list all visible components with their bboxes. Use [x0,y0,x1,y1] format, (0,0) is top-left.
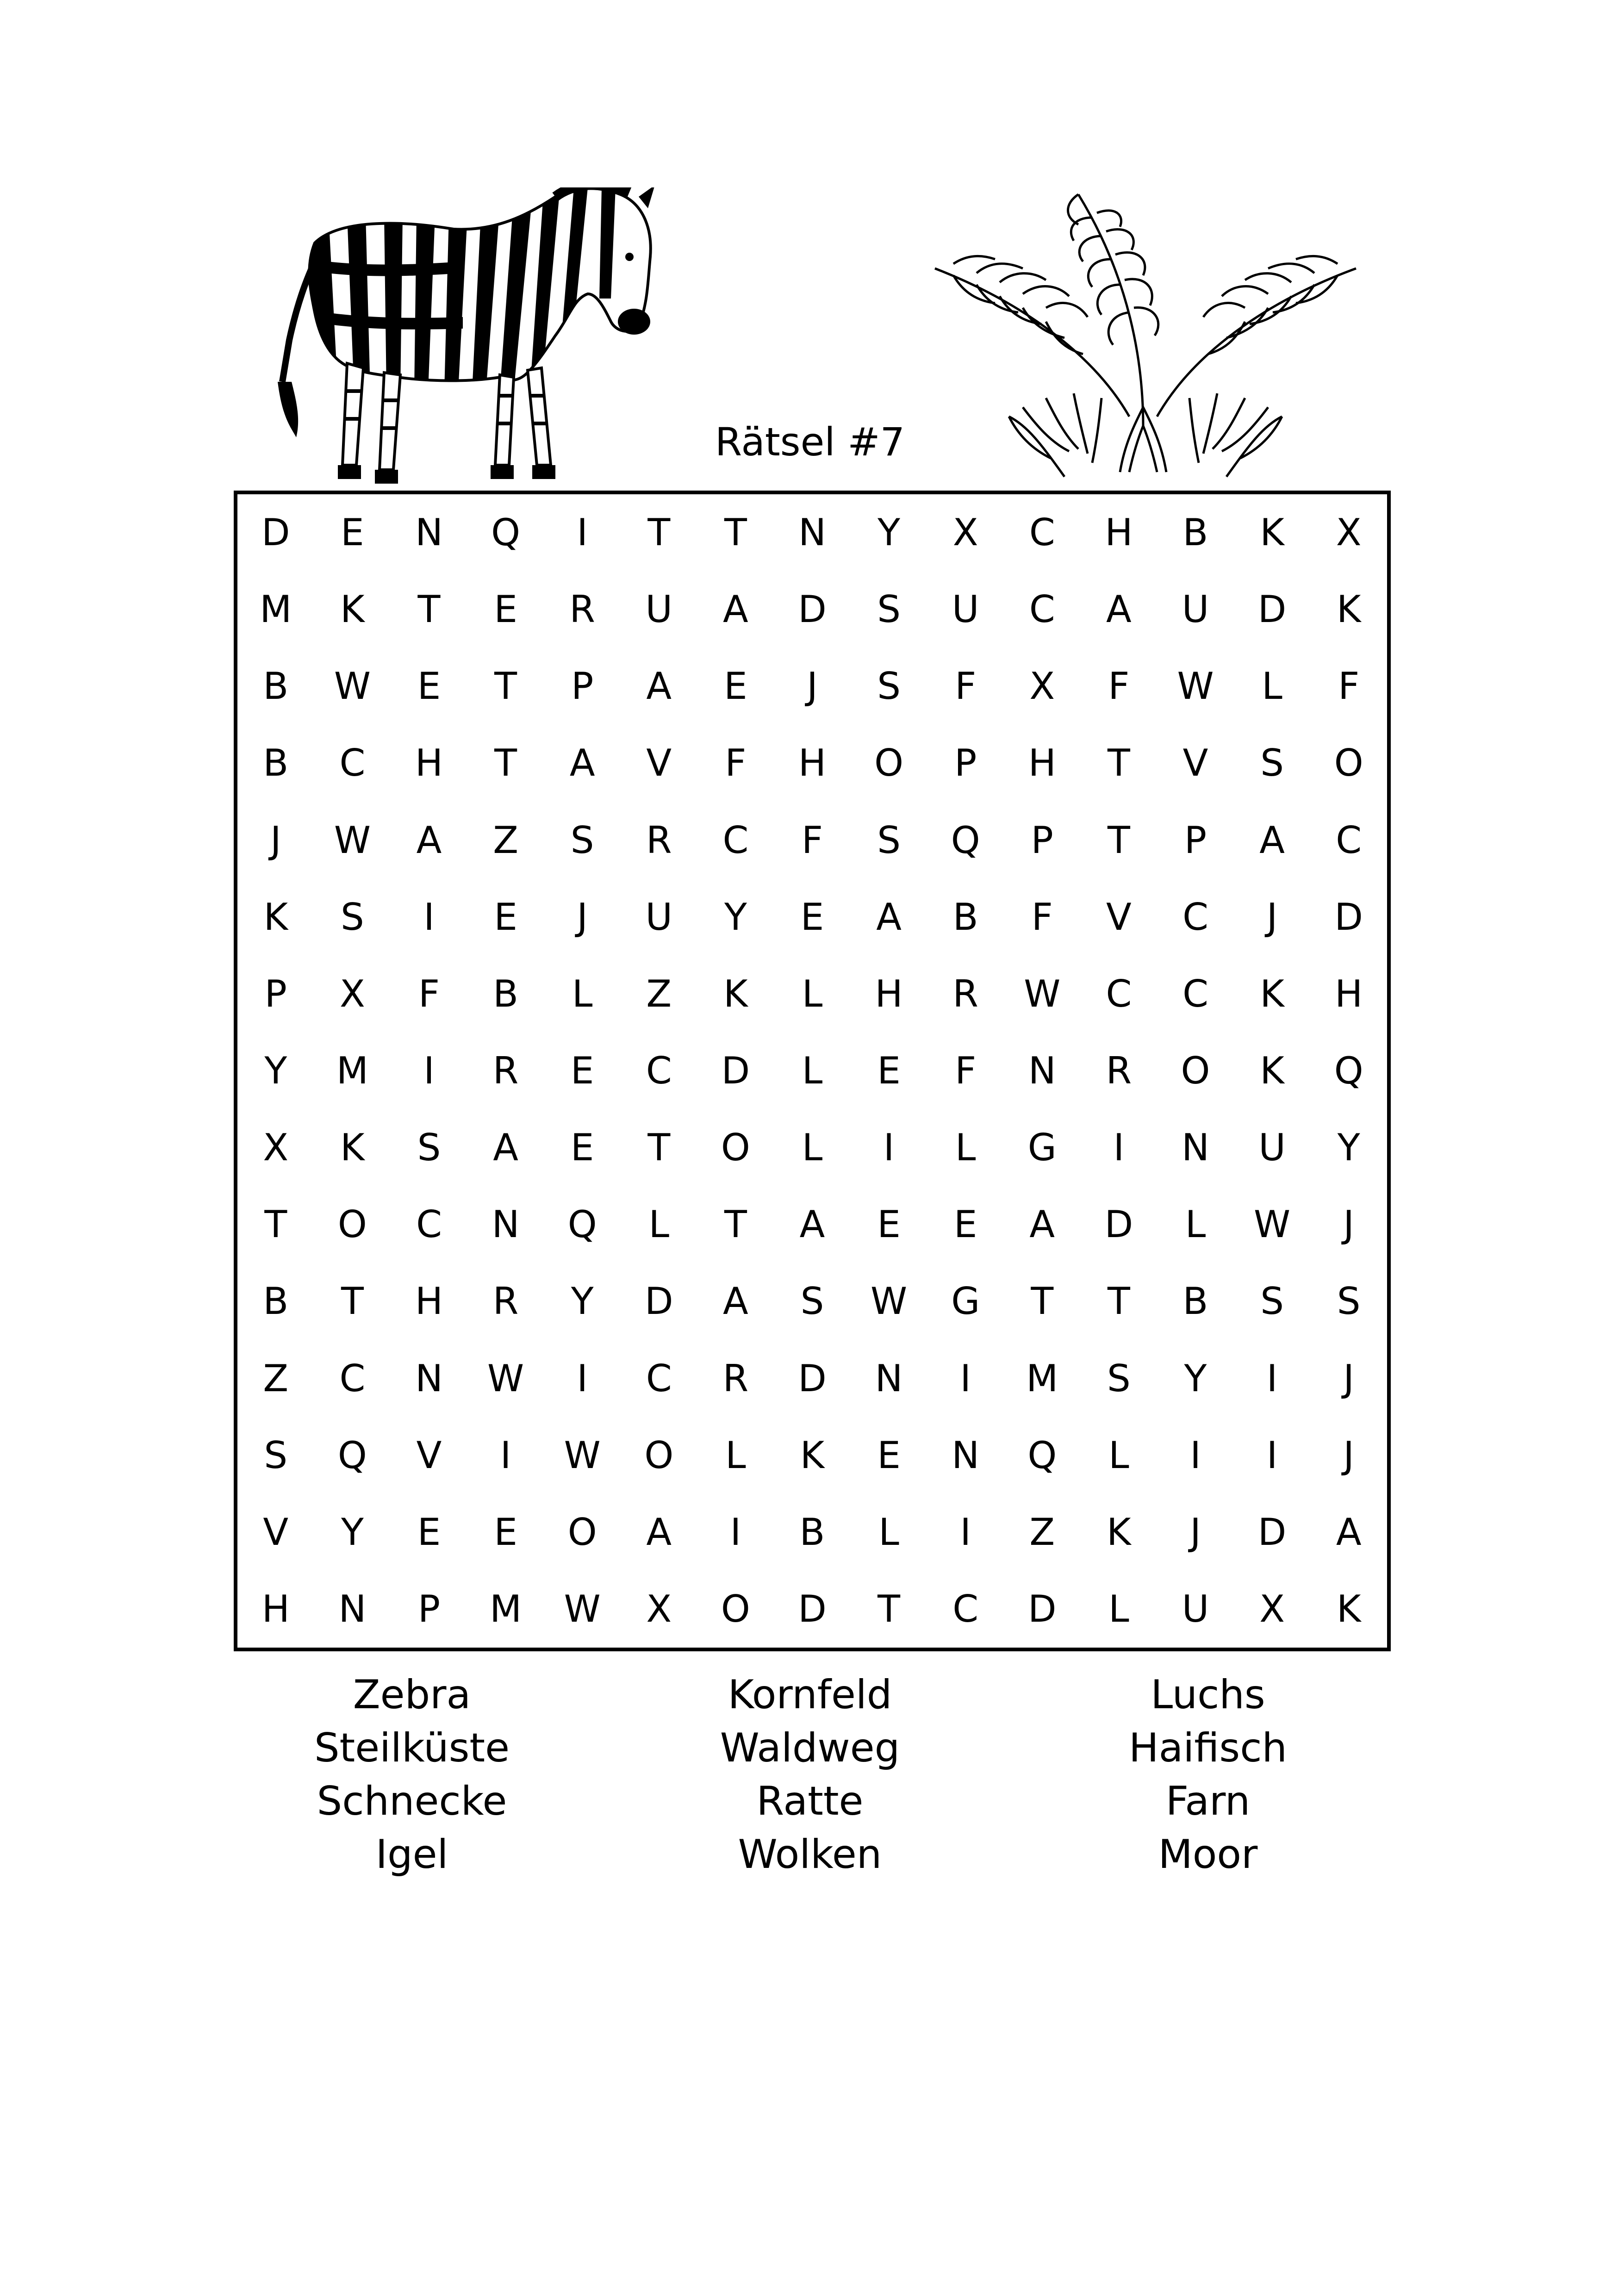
grid-cell[interactable]: H [875,972,903,1015]
grid-cell[interactable]: U [645,895,673,939]
grid-cell[interactable]: J [577,895,588,939]
grid-cell[interactable]: K [1336,588,1361,631]
grid-cell[interactable]: L [1262,665,1282,708]
grid-cell[interactable]: W [564,1433,601,1477]
grid-cell[interactable]: S [877,818,901,862]
word-item: Igel [375,1831,448,1878]
grid-cell[interactable]: R [1106,1049,1132,1092]
grid-cell[interactable]: F [725,741,747,785]
grid-cell[interactable]: I [1190,1433,1201,1477]
grid-cell[interactable]: L [878,1510,899,1554]
grid-cell[interactable]: K [340,588,365,631]
grid-cell[interactable]: J [1343,1203,1354,1246]
grid-cell[interactable]: C [1029,511,1055,554]
grid-cell[interactable]: Q [951,818,980,862]
grid-cell[interactable]: J [270,818,281,862]
grid-cell[interactable]: T [647,1126,671,1170]
grid-cell[interactable]: W [871,1280,908,1323]
grid-cell[interactable]: J [1343,1356,1354,1400]
grid-cell[interactable]: Y [571,1280,594,1323]
grid-cell[interactable]: T [724,1203,747,1246]
word-item: Zebra [353,1672,471,1718]
grid-cell[interactable]: E [800,895,824,939]
grid-cell[interactable]: E [417,665,441,708]
grid-cell[interactable]: T [647,511,671,554]
grid-cell[interactable]: X [1336,511,1362,554]
grid-cell[interactable]: F [418,972,440,1015]
grid-cell[interactable]: L [955,1126,976,1170]
grid-cell[interactable]: S [1107,1356,1131,1400]
word-item: Ratte [756,1778,864,1824]
grid-cell[interactable]: E [341,511,364,554]
grid-cell[interactable]: K [1336,1587,1361,1630]
grid-cell[interactable]: L [1108,1433,1129,1477]
puzzle-title: Rätsel #7 [715,419,905,465]
grid-cell[interactable]: Q [567,1203,597,1246]
grid-cell[interactable]: B [263,1280,289,1323]
grid-cell[interactable]: T [417,588,441,631]
grid-cell[interactable]: P [1184,818,1207,862]
grid-cell[interactable]: D [798,1356,827,1400]
grid-cell[interactable]: O [874,741,904,785]
grid-cell[interactable]: H [415,741,443,785]
grid-cell[interactable]: A [1336,1510,1362,1554]
grid-cell[interactable]: H [415,1280,443,1323]
grid-cell[interactable]: P [264,972,287,1015]
grid-cell[interactable]: X [646,1587,672,1630]
grid-cell[interactable]: J [1190,1510,1201,1554]
grid-cell[interactable]: I [730,1510,741,1554]
grid-cell[interactable]: D [644,1280,673,1323]
zebra-illustration [278,187,685,493]
grid-cell[interactable]: P [571,665,594,708]
grid-cell[interactable]: A [1029,1203,1055,1246]
grid-cell[interactable]: T [1031,1280,1054,1323]
grid-cell[interactable]: L [648,1203,670,1246]
grid-cell[interactable]: I [577,511,588,554]
grid-cell[interactable]: B [263,665,289,708]
word-item: Kornfeld [728,1672,892,1718]
grid-cell[interactable]: H [1335,972,1363,1015]
grid-cell[interactable]: A [569,741,595,785]
grid-cell[interactable]: H [1105,511,1133,554]
grid-cell[interactable]: U [1258,1126,1286,1170]
grid-cell[interactable]: P [1031,818,1053,862]
grid-cell[interactable]: L [802,972,823,1015]
word-list-column-1 [227,1668,597,1881]
grid-cell[interactable]: T [494,665,517,708]
grid-cell[interactable]: D [261,511,290,554]
grid-cell[interactable]: L [802,1126,823,1170]
grid-cell[interactable]: R [646,818,672,862]
grid-cell[interactable]: C [1182,972,1208,1015]
grid-cell[interactable]: T [1107,741,1130,785]
grid-cell[interactable]: L [725,1433,746,1477]
grid-cell[interactable]: Z [493,818,518,862]
grid-cell[interactable]: S [1260,1280,1284,1323]
grid-cell[interactable]: X [339,972,365,1015]
grid-cell[interactable]: A [493,1126,518,1170]
grid-cell[interactable]: S [800,1280,824,1323]
grid-cell[interactable]: T [264,1203,287,1246]
grid-cell[interactable]: C [1029,588,1055,631]
grid-cell[interactable]: K [1107,1510,1131,1554]
grid-cell[interactable]: T [1107,1280,1130,1323]
grid-cell[interactable]: D [798,1587,827,1630]
grid-cell[interactable]: A [1106,588,1132,631]
grid-cell[interactable]: I [423,895,435,939]
grid-cell[interactable]: F [955,665,977,708]
grid-cell[interactable]: Y [724,895,747,939]
grid-cell[interactable]: Z [1029,1510,1055,1554]
grid-cell[interactable]: S [417,1126,441,1170]
grid-cell[interactable]: C [339,741,366,785]
grid-cell[interactable]: U [645,588,673,631]
grid-cell[interactable]: I [960,1510,971,1554]
word-item: Waldweg [720,1725,900,1771]
grid-cell[interactable]: G [951,1280,980,1323]
grid-cell[interactable]: D [1257,588,1287,631]
grid-cell[interactable]: O [567,1510,597,1554]
grid-cell[interactable]: I [423,1049,435,1092]
grid-cell[interactable]: I [1266,1433,1278,1477]
grid-cell[interactable]: C [646,1356,672,1400]
grid-cell[interactable]: M [490,1587,522,1630]
grid-cell[interactable]: O [721,1126,750,1170]
grid-cell[interactable]: O [337,1203,367,1246]
grid-cell[interactable]: Y [1337,1126,1360,1170]
grid-cell[interactable]: C [339,1356,366,1400]
grid-cell[interactable]: O [721,1587,750,1630]
grid-cell[interactable]: B [493,972,519,1015]
grid-cell[interactable]: C [952,1587,979,1630]
grid-cell[interactable]: A [723,1280,748,1323]
grid-cell[interactable]: S [877,665,901,708]
grid-cell[interactable]: I [883,1126,895,1170]
grid-cell[interactable]: X [1029,665,1055,708]
grid-cell[interactable]: W [1177,665,1214,708]
grid-cell[interactable]: T [724,511,747,554]
grid-cell[interactable]: I [1266,1356,1278,1400]
grid-cell[interactable]: F [955,1049,977,1092]
grid-cell[interactable]: C [1182,895,1208,939]
grid-cell[interactable]: Y [1184,1356,1207,1400]
grid-cell[interactable]: K [800,1433,825,1477]
grid-cell[interactable]: E [877,1433,901,1477]
grid-cell[interactable]: C [1336,818,1362,862]
grid-cell[interactable]: Y [264,1049,287,1092]
grid-cell[interactable]: L [572,972,593,1015]
grid-cell[interactable]: P [417,1587,441,1630]
grid-cell[interactable]: N [875,1356,903,1400]
grid-cell[interactable]: B [1182,511,1208,554]
grid-cell[interactable]: Q [491,511,521,554]
grid-cell[interactable]: N [338,1587,367,1630]
grid-cell[interactable]: N [415,1356,443,1400]
word-item: Luchs [1151,1672,1265,1718]
grid-cell[interactable]: B [952,895,978,939]
grid-cell[interactable]: K [263,895,288,939]
grid-cell[interactable]: C [722,818,749,862]
word-item: Wolken [738,1831,882,1878]
grid-cell[interactable]: U [1182,1587,1209,1630]
grid-cell[interactable]: K [1260,1049,1284,1092]
grid-cell[interactable]: R [722,1356,749,1400]
grid-cell[interactable]: O [644,1433,674,1477]
grid-cell[interactable]: N [952,1433,980,1477]
fern-illustration [926,185,1365,491]
word-list-column-2 [625,1668,995,1881]
grid-cell[interactable]: C [1106,972,1132,1015]
word-item: Steilküste [314,1725,510,1771]
grid-cell[interactable]: V [646,741,672,785]
grid-cell[interactable]: S [570,818,594,862]
grid-cell[interactable]: D [1104,1203,1133,1246]
grid-cell[interactable]: V [1182,741,1208,785]
grid-cell[interactable]: T [877,1587,901,1630]
grid-cell[interactable]: X [1259,1587,1285,1630]
grid-cell[interactable]: L [1185,1203,1206,1246]
grid-cell[interactable]: S [264,1433,288,1477]
grid-cell[interactable]: M [1026,1356,1058,1400]
grid-cell[interactable]: E [570,1049,594,1092]
grid-cell[interactable]: E [877,1203,901,1246]
word-item: Farn [1165,1778,1251,1824]
grid-cell[interactable]: Y [341,1510,364,1554]
grid-cell[interactable]: D [798,588,827,631]
grid-cell[interactable]: T [1107,818,1130,862]
grid-cell[interactable]: K [1260,972,1284,1015]
grid-cell[interactable]: E [494,895,517,939]
grid-cell[interactable]: W [1254,1203,1291,1246]
grid-cell[interactable]: N [415,511,443,554]
word-list-column-3 [1023,1668,1393,1881]
grid-cell[interactable]: X [263,1126,289,1170]
grid-cell[interactable]: E [953,1203,977,1246]
grid-cell[interactable]: N [1028,1049,1056,1092]
grid-cell[interactable]: E [417,1510,441,1554]
grid-cell[interactable]: H [1028,741,1056,785]
grid-cell[interactable]: X [952,511,978,554]
grid-cell[interactable]: Q [1027,1433,1057,1477]
grid-cell[interactable]: E [494,588,517,631]
grid-cell[interactable]: F [1338,665,1360,708]
grid-cell[interactable]: W [1024,972,1061,1015]
grid-cell[interactable]: V [1106,895,1132,939]
grid-cell[interactable]: W [564,1587,601,1630]
grid-cell[interactable]: S [341,895,364,939]
grid-cell[interactable]: M [260,588,292,631]
grid-cell[interactable]: W [334,818,371,862]
grid-cell[interactable]: U [952,588,979,631]
grid-cell[interactable]: N [1182,1126,1209,1170]
letter-grid[interactable] [234,491,1391,1651]
grid-cell[interactable]: A [1259,818,1285,862]
grid-cell[interactable]: E [877,1049,901,1092]
grid-cell[interactable]: W [334,665,371,708]
grid-cell[interactable]: A [799,1203,825,1246]
grid-cell[interactable]: D [1334,895,1363,939]
grid-cell[interactable]: H [261,1587,290,1630]
grid-cell[interactable]: I [1113,1126,1125,1170]
grid-cell[interactable]: L [802,1049,823,1092]
grid-cell[interactable]: R [569,588,595,631]
grid-cell[interactable]: R [492,1049,519,1092]
grid-cell[interactable]: A [416,818,442,862]
grid-cell[interactable]: C [416,1203,442,1246]
grid-cell[interactable]: R [952,972,978,1015]
grid-cell[interactable]: A [646,665,672,708]
grid-cell[interactable]: O [1334,741,1363,785]
word-item: Haifisch [1128,1725,1288,1771]
grid-cell[interactable]: E [724,665,747,708]
grid-cell[interactable]: I [960,1356,971,1400]
grid-cell[interactable]: S [1337,1280,1361,1323]
grid-cell[interactable]: U [1182,588,1209,631]
grid-cell[interactable]: K [1260,511,1284,554]
grid-cell[interactable]: T [341,1280,364,1323]
grid-cell[interactable]: F [1108,665,1130,708]
grid-cell[interactable]: E [494,1510,517,1554]
grid-cell[interactable]: A [876,895,902,939]
grid-cell[interactable]: R [492,1280,519,1323]
grid-cell[interactable]: W [487,1356,524,1400]
grid-cell[interactable]: G [1027,1126,1057,1170]
grid-cell[interactable]: B [799,1510,825,1554]
grid-cell[interactable]: A [723,588,748,631]
grid-cell[interactable]: P [954,741,977,785]
grid-cell[interactable]: N [798,511,826,554]
grid-cell[interactable]: M [336,1049,368,1092]
grid-cell[interactable]: F [801,818,823,862]
grid-cell[interactable]: D [721,1049,750,1092]
grid-cell[interactable]: I [577,1356,588,1400]
grid-cell[interactable]: Q [1334,1049,1363,1092]
grid-cell[interactable]: V [416,1433,442,1477]
grid-cell[interactable]: K [340,1126,365,1170]
grid-cell[interactable]: S [1260,741,1284,785]
grid-cell[interactable]: E [570,1126,594,1170]
grid-cell[interactable]: K [723,972,748,1015]
grid-cell[interactable]: F [1031,895,1053,939]
grid-cell[interactable]: B [263,741,289,785]
grid-cell[interactable]: I [500,1433,511,1477]
grid-cell[interactable]: N [492,1203,520,1246]
grid-cell[interactable]: D [1027,1587,1057,1630]
grid-cell[interactable]: Y [877,511,901,554]
grid-cell[interactable]: V [263,1510,289,1554]
grid-cell[interactable]: O [1181,1049,1210,1092]
grid-cell[interactable]: J [807,665,818,708]
grid-cell[interactable]: Z [646,972,672,1015]
word-item: Moor [1158,1831,1258,1878]
grid-cell[interactable]: A [646,1510,672,1554]
grid-cell[interactable]: J [1266,895,1278,939]
grid-cell[interactable]: C [646,1049,672,1092]
word-item: Schnecke [317,1778,507,1824]
grid-cell[interactable]: S [877,588,901,631]
grid-cell[interactable]: D [1257,1510,1287,1554]
grid-cell[interactable]: T [494,741,517,785]
grid-cell[interactable]: J [1343,1433,1354,1477]
grid-cell[interactable]: L [1108,1587,1129,1630]
grid-cell[interactable]: Z [263,1356,289,1400]
grid-cell[interactable]: B [1182,1280,1208,1323]
grid-cell[interactable]: H [798,741,827,785]
grid-cell[interactable]: Q [337,1433,367,1477]
